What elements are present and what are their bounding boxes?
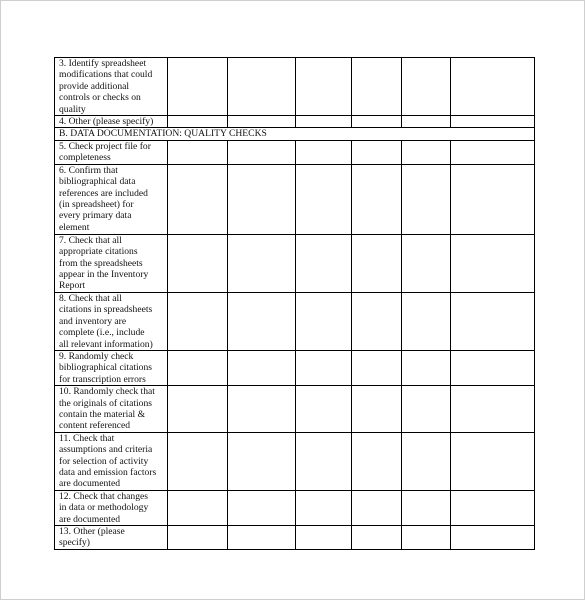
empty-cell [168, 386, 228, 433]
empty-cell [352, 490, 402, 525]
empty-cell [168, 140, 228, 164]
table-row [55, 116, 535, 128]
empty-cell [402, 490, 451, 525]
empty-cell [451, 350, 535, 385]
empty-cell [228, 140, 296, 164]
table-row [55, 526, 535, 550]
empty-cell [451, 140, 535, 164]
empty-cell [352, 526, 402, 550]
check-item-label: 7. Check that all appropriate citations from the spreadsheets appear in the Inventory Report [55, 234, 168, 292]
empty-cell [228, 490, 296, 525]
table-row [55, 432, 535, 490]
empty-cell [451, 432, 535, 490]
empty-cell [296, 386, 352, 433]
check-item-label: 4. Other (please specify) [55, 116, 168, 128]
empty-cell [402, 350, 451, 385]
empty-cell [402, 526, 451, 550]
empty-cell [451, 116, 535, 128]
check-item-label: 13. Other (please specify) [55, 526, 168, 550]
empty-cell [228, 116, 296, 128]
empty-cell [228, 234, 296, 292]
empty-cell [228, 350, 296, 385]
empty-cell [352, 140, 402, 164]
empty-cell [296, 526, 352, 550]
empty-cell [402, 58, 451, 116]
empty-cell [352, 350, 402, 385]
empty-cell [451, 526, 535, 550]
empty-cell [451, 386, 535, 433]
empty-cell [168, 234, 228, 292]
table-row [55, 140, 535, 164]
empty-cell [168, 164, 228, 234]
empty-cell [402, 386, 451, 433]
empty-cell [168, 292, 228, 350]
empty-cell [451, 292, 535, 350]
empty-cell [352, 234, 402, 292]
check-item-label: 10. Randomly check that the originals of citations contain the material & content referenced [55, 386, 168, 433]
empty-cell [296, 116, 352, 128]
table-row [55, 490, 535, 525]
empty-cell [402, 164, 451, 234]
empty-cell [168, 526, 228, 550]
empty-cell [352, 432, 402, 490]
empty-cell [296, 58, 352, 116]
empty-cell [228, 432, 296, 490]
table-row [55, 350, 535, 385]
empty-cell [168, 58, 228, 116]
empty-cell [168, 490, 228, 525]
empty-cell [402, 234, 451, 292]
table-row [55, 292, 535, 350]
empty-cell [402, 292, 451, 350]
check-item-label: 6. Confirm that bibliographical data references are included (in spreadsheet) for every primary data element [55, 164, 168, 234]
table-row [55, 234, 535, 292]
empty-cell [352, 292, 402, 350]
check-item-label: 3. Identify spreadsheet modifications that could provide additional controls or checks on quality [55, 58, 168, 116]
empty-cell [168, 350, 228, 385]
section-heading: B. DATA DOCUMENTATION: QUALITY CHECKS [55, 128, 535, 140]
table-row [55, 58, 535, 116]
empty-cell [402, 140, 451, 164]
empty-cell [352, 116, 402, 128]
empty-cell [402, 432, 451, 490]
check-item-label: 11. Check that assumptions and criteria for selection of activity data and emission factors are documented [55, 432, 168, 490]
section-header-row [55, 128, 535, 140]
check-item-label: 9. Randomly check bibliographical citations for transcription errors [55, 350, 168, 385]
empty-cell [451, 490, 535, 525]
empty-cell [296, 432, 352, 490]
empty-cell [296, 490, 352, 525]
empty-cell [352, 58, 402, 116]
empty-cell [451, 58, 535, 116]
empty-cell [296, 234, 352, 292]
check-item-label: 12. Check that changes in data or methodology are documented [55, 490, 168, 525]
quality-checks-table [54, 57, 535, 550]
empty-cell [352, 164, 402, 234]
check-item-label: 8. Check that all citations in spreadsheets and inventory are complete (i.e., include all relevant information) [55, 292, 168, 350]
empty-cell [228, 58, 296, 116]
empty-cell [228, 292, 296, 350]
empty-cell [402, 116, 451, 128]
check-item-label: 5. Check project file for completeness [55, 140, 168, 164]
empty-cell [168, 432, 228, 490]
empty-cell [168, 116, 228, 128]
table-row [55, 164, 535, 234]
empty-cell [296, 292, 352, 350]
empty-cell [451, 234, 535, 292]
empty-cell [228, 526, 296, 550]
empty-cell [352, 386, 402, 433]
empty-cell [296, 140, 352, 164]
empty-cell [451, 164, 535, 234]
empty-cell [296, 350, 352, 385]
table-row [55, 386, 535, 433]
empty-cell [228, 386, 296, 433]
empty-cell [228, 164, 296, 234]
empty-cell [296, 164, 352, 234]
